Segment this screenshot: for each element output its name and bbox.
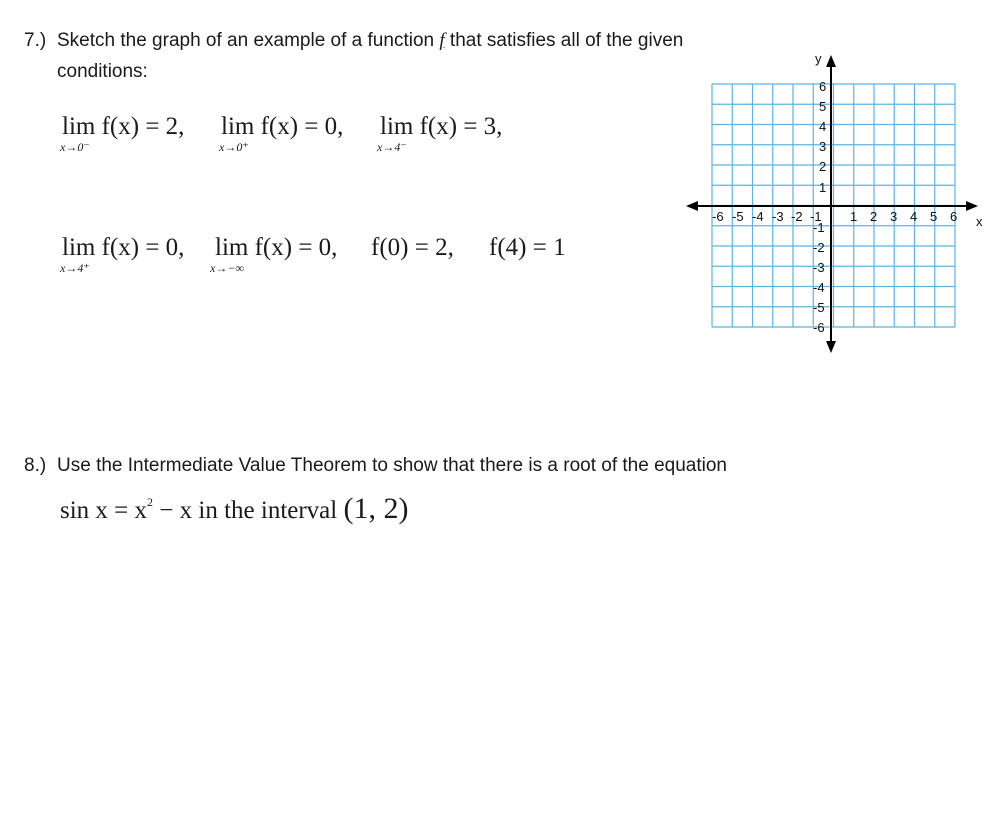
x-tick-label: 2 [870, 209, 878, 224]
question-7-number: 7.) [24, 30, 47, 51]
x-tick-label: -1 [810, 209, 822, 224]
x-axis-label: x [976, 214, 983, 229]
y-tick-label: 6 [819, 79, 827, 94]
y-tick-label: 1 [819, 180, 827, 195]
y-tick-label: 5 [819, 99, 827, 114]
y-tick-label: -3 [813, 260, 825, 275]
y-axis-up-arrow [826, 55, 836, 67]
limit-condition-2-subscript: x→0⁺ [219, 140, 249, 154]
limit-condition-1: lim f(x) = 2, [62, 113, 185, 140]
question-7-prompt-line2: conditions: [57, 61, 148, 82]
y-tick-label: -1 [813, 220, 825, 235]
limit-condition-5: lim f(x) = 0, [215, 234, 338, 261]
question-8-prompt: Use the Intermediate Value Theorem to show that there is a root of the equation [57, 455, 727, 476]
x-tick-label: 4 [910, 209, 918, 224]
y-tick-label: -4 [813, 280, 825, 295]
y-tick-label: -5 [813, 300, 825, 315]
x-tick-label: -5 [732, 209, 744, 224]
y-tick-label: 2 [819, 159, 827, 174]
equation-lhs: sin x = x [60, 497, 148, 524]
x-tick-label: -3 [772, 209, 784, 224]
limit-condition-3: lim f(x) = 3, [380, 113, 503, 140]
equation-exponent: 2 [147, 495, 154, 509]
x-tick-label: 6 [950, 209, 958, 224]
y-tick-label: 4 [819, 119, 827, 134]
function-variable: f [439, 30, 445, 51]
x-tick-label: -4 [752, 209, 764, 224]
question-8-equation [60, 487, 408, 526]
question-8-number: 8.) [24, 455, 47, 476]
x-tick-label: 5 [930, 209, 938, 224]
value-condition-f4: f(4) = 1 [489, 234, 566, 261]
limit-condition-4-subscript: x→4⁺ [60, 261, 90, 275]
y-tick-label: -2 [813, 240, 825, 255]
y-axis-label: y [815, 51, 822, 66]
x-tick-label: -2 [791, 209, 803, 224]
equation-interval: (1, 2) [343, 492, 409, 525]
x-tick-label: 1 [850, 209, 858, 224]
x-axis-left-arrow [686, 201, 698, 211]
y-tick-label: -6 [813, 320, 825, 335]
y-axis-down-arrow [826, 341, 836, 353]
question-7-text-before: Sketch the graph of an example of a function [57, 30, 440, 51]
x-tick-label: 3 [890, 209, 898, 224]
limit-condition-3-subscript: x→4⁻ [377, 140, 407, 154]
limit-condition-1-subscript: x→0⁻ [60, 140, 90, 154]
question-7-text-after: that satisfies all of the given [444, 30, 684, 51]
value-condition-f0: f(0) = 2, [371, 234, 454, 261]
x-tick-label: -6 [712, 209, 724, 224]
y-tick-label: 3 [819, 139, 827, 154]
limit-condition-4: lim f(x) = 0, [62, 234, 185, 261]
equation-rhs: − x in the interval [153, 497, 344, 524]
limit-condition-2: lim f(x) = 0, [221, 113, 344, 140]
x-axis-right-arrow [966, 201, 978, 211]
limit-condition-5-subscript: x→−∞ [210, 261, 244, 275]
